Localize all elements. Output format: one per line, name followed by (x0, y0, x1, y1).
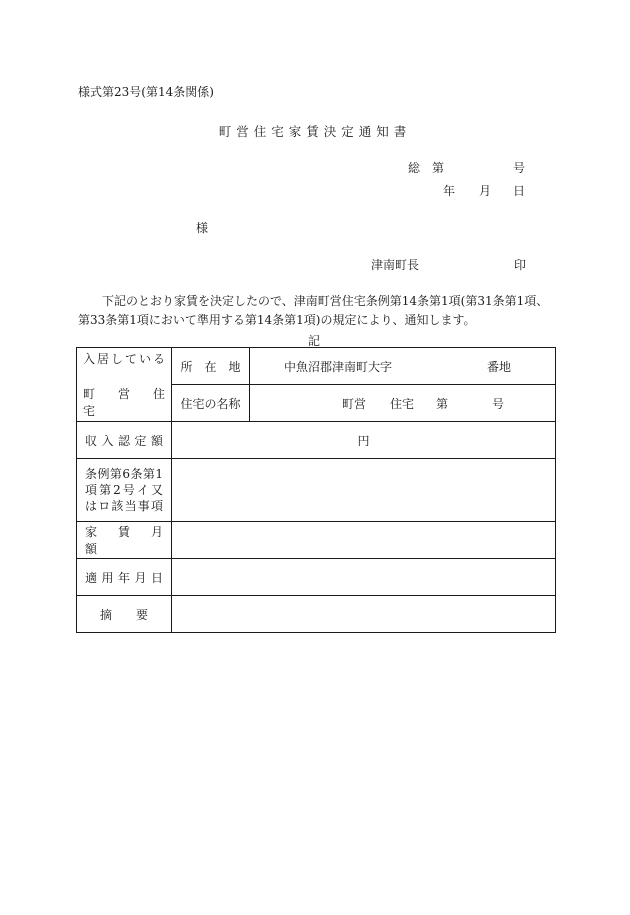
date-day: 日 (513, 184, 526, 198)
issuer-name: 津南町長 (371, 258, 420, 272)
housing-name-go: 号 (492, 396, 505, 411)
date-month: 月 (479, 184, 492, 198)
location-label: 所 在 地 (172, 348, 250, 385)
housing-name-dai: 第 (436, 396, 449, 411)
ki-heading: 記 (308, 334, 321, 348)
apply-date-value (172, 559, 556, 596)
row-rent (77, 522, 556, 559)
row-location (77, 348, 556, 385)
row-remarks (77, 596, 556, 633)
date-year: 年 (443, 184, 456, 198)
rent-value (172, 522, 556, 559)
addressee-suffix: 様 (196, 221, 209, 235)
doc-number-dai: 第 (432, 161, 445, 175)
housing-name-prefix: 町営 (342, 396, 367, 411)
remarks-label: 摘 要 (77, 596, 172, 633)
income-unit: 円 (172, 422, 556, 459)
seal-mark: 印 (514, 258, 527, 272)
remarks-value (172, 596, 556, 633)
location-value-cell (250, 348, 556, 385)
housing-name-label: 住宅の名称 (172, 385, 250, 422)
doc-number-go: 号 (513, 161, 526, 175)
location-banchi: 番地 (486, 359, 511, 374)
rent-label: 家 賃 月 額 (77, 522, 172, 559)
location-value: 中魚沼郡津南町大字 (284, 359, 393, 374)
document-title: 町営住宅家賃決定通知書 (218, 124, 412, 139)
residence-label-cell (77, 348, 178, 422)
income-label: 収入認定額 (77, 422, 172, 459)
form-number-label: 様式第23号(第14条関係) (78, 85, 214, 99)
doc-number-prefix: 総 (408, 161, 421, 175)
housing-name-cell (250, 385, 556, 422)
notice-body-text: 下記のとおり家賃を決定したので、津南町営住宅条例第14条第1項(第31条第1項、第33条第1項において準用する第14条第1項)の規定により、通知します。 (78, 294, 549, 327)
row-income (77, 422, 556, 459)
clause-label: 条例第6条第1項第2号イ又はロ該当事項 (77, 459, 172, 522)
clause-value (172, 459, 556, 522)
residence-label-line1: 入居している (83, 352, 165, 366)
rent-decision-table (76, 347, 556, 633)
residence-label-line2: 町 営 住 宅 (83, 387, 178, 418)
row-clause (77, 459, 556, 522)
apply-date-label: 適用年月日 (77, 559, 172, 596)
row-apply-date (77, 559, 556, 596)
housing-name-jutaku: 住宅 (390, 396, 415, 411)
